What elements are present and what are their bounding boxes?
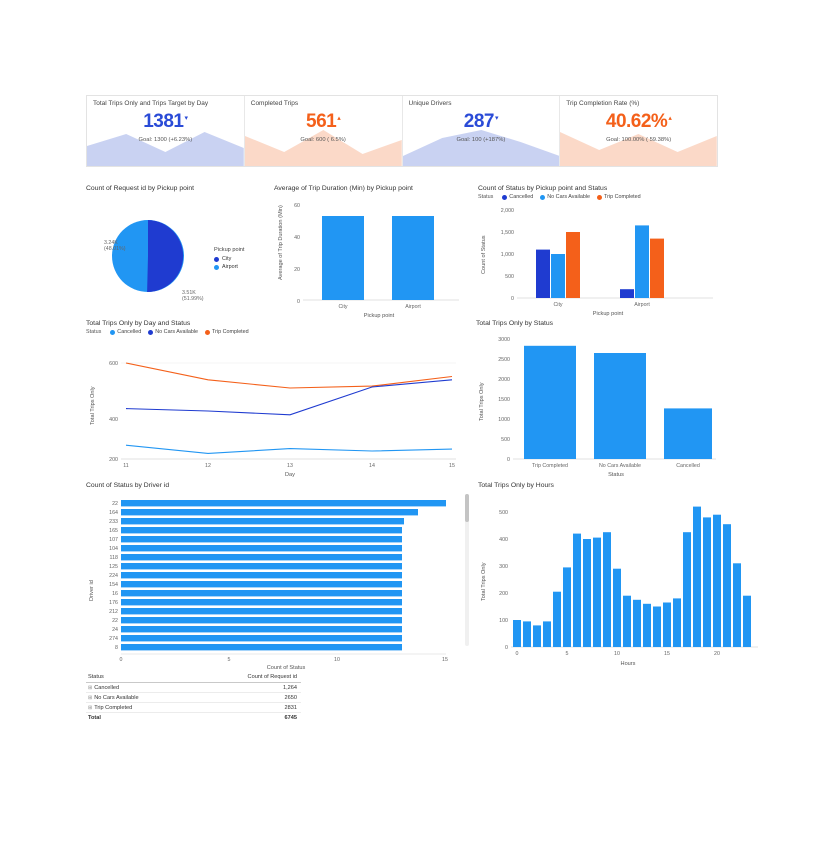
- svg-text:107: 107: [109, 537, 118, 543]
- bar-hour-20: [713, 515, 721, 647]
- svg-text:0: 0: [511, 296, 514, 302]
- hbar-row: [121, 626, 402, 632]
- svg-text:13: 13: [287, 463, 293, 469]
- bar-hour-11: [623, 596, 631, 647]
- hbar-row: [121, 527, 402, 533]
- col-status[interactable]: Status: [86, 672, 200, 683]
- bar-hour-1: [523, 621, 531, 647]
- hbar-svg: [86, 491, 476, 669]
- legend-item-cancelled[interactable]: Cancelled: [502, 194, 533, 200]
- legend-title: Pickup point: [214, 247, 245, 253]
- kpi-value: 561▴: [306, 111, 341, 133]
- svg-text:2000: 2000: [498, 377, 510, 383]
- scrollbar-thumb[interactable]: [465, 494, 469, 522]
- svg-text:1000: 1000: [498, 417, 510, 423]
- bar-hour-14: [653, 607, 661, 648]
- bar-svg: [476, 329, 721, 477]
- bar-hour-0: [513, 620, 521, 647]
- x-axis-title: Status: [608, 472, 624, 477]
- x-axis-title: Hours: [620, 661, 636, 667]
- svg-text:City: City: [338, 304, 348, 310]
- svg-text:154: 154: [109, 582, 118, 588]
- svg-text:0: 0: [297, 299, 300, 305]
- chart-line-trips-by-day-status[interactable]: [86, 320, 466, 480]
- bar-hour-16: [673, 598, 681, 647]
- chart-title: Average of Trip Duration (Min) by Pickup point: [274, 185, 413, 192]
- chart-bar-trips-by-hours[interactable]: [478, 482, 763, 672]
- svg-text:Cancelled: Cancelled: [676, 463, 700, 469]
- svg-text:104: 104: [109, 546, 118, 552]
- y-axis-title: Driver id: [89, 580, 95, 601]
- svg-text:40: 40: [294, 235, 300, 241]
- svg-text:5: 5: [227, 657, 231, 663]
- y-axis-title: Total Trips Only: [90, 386, 96, 425]
- bar-airport-cancelled: [620, 289, 634, 298]
- bar-airport: [392, 216, 434, 300]
- kpi-goal: Goal: 600 ( 6.5%): [300, 137, 346, 144]
- bar-hour-3: [543, 621, 551, 647]
- kpi-goal: Goal: 100 (+187%): [456, 137, 506, 144]
- bar-hour-17: [683, 532, 691, 647]
- hbar-row: [121, 500, 446, 506]
- svg-text:10: 10: [334, 657, 340, 663]
- svg-text:22: 22: [112, 501, 118, 507]
- kpi-value: 40.62%▴: [605, 111, 672, 133]
- bar-hour-13: [643, 604, 651, 647]
- table-row[interactable]: [86, 693, 301, 703]
- kpi-goal: Goal: 100.00% ( 59.38%): [606, 137, 672, 144]
- bar-hour-18: [693, 507, 701, 647]
- hbar-row: [121, 518, 404, 524]
- svg-text:5: 5: [565, 651, 569, 657]
- line-cancelled: [126, 445, 452, 453]
- svg-text:100: 100: [499, 618, 508, 624]
- kpi-title: Completed Trips: [250, 100, 299, 107]
- svg-text:Airport: Airport: [634, 302, 650, 308]
- bar-svg: [274, 194, 464, 319]
- chart-pie-request-by-pickup[interactable]: [86, 185, 266, 315]
- svg-text:24: 24: [112, 627, 118, 633]
- kpi-value: 1381▾: [143, 111, 188, 133]
- svg-text:212: 212: [109, 609, 118, 615]
- kpi-trend-arrow: ▴: [337, 114, 341, 122]
- svg-text:233: 233: [109, 519, 118, 525]
- hbar-row: [121, 536, 402, 542]
- legend-swatch-icon: [110, 330, 115, 335]
- kpi-card-total-trips[interactable]: [87, 96, 245, 166]
- hbar-row: [121, 608, 402, 614]
- legend-swatch-icon: [597, 195, 602, 200]
- svg-text:0: 0: [515, 651, 519, 657]
- kpi-trend-arrow: ▴: [668, 114, 672, 122]
- svg-text:2,000: 2,000: [500, 208, 514, 214]
- svg-text:15: 15: [664, 651, 670, 657]
- chart-bar-avg-duration[interactable]: [274, 185, 464, 320]
- status-table: [86, 672, 301, 722]
- pie-label-city: 3.51K: [182, 290, 196, 296]
- hbar-row: [121, 644, 402, 650]
- table-total-row: [86, 713, 301, 723]
- bar-hour-22: [733, 563, 741, 647]
- expand-icon[interactable]: ⊞: [88, 694, 93, 701]
- legend-swatch-icon: [214, 257, 219, 262]
- svg-text:12: 12: [205, 463, 211, 469]
- bar-city: [322, 216, 364, 300]
- y-axis-title: Total Trips Only: [479, 382, 485, 421]
- svg-text:(48.01%): (48.01%): [104, 246, 126, 252]
- legend-label: Airport: [222, 264, 238, 270]
- legend-swatch-icon: [540, 195, 545, 200]
- svg-text:118: 118: [109, 555, 118, 561]
- kpi-trend-arrow: ▾: [494, 114, 498, 122]
- x-axis-title: Pickup point: [592, 311, 624, 317]
- kpi-title: Unique Drivers: [408, 100, 452, 107]
- bar-no-cars-available: [594, 353, 646, 459]
- legend-label: City: [222, 256, 232, 262]
- cell-status: ⊞ Trip Completed: [86, 703, 200, 713]
- bar-hour-23: [743, 596, 751, 647]
- svg-text:0: 0: [505, 645, 508, 651]
- bar-hour-8: [593, 538, 601, 647]
- svg-text:165: 165: [109, 528, 118, 534]
- x-axis-title: Pickup point: [363, 313, 395, 319]
- legend-item-airport[interactable]: [214, 264, 244, 270]
- svg-text:City: City: [553, 302, 563, 308]
- legend-swatch-icon: [214, 265, 219, 270]
- legend-item-no-cars[interactable]: No Cars Available: [540, 194, 590, 200]
- chart-scrollbar[interactable]: [465, 494, 469, 646]
- bar-hour-5: [563, 567, 571, 647]
- svg-text:Trip Completed: Trip Completed: [531, 463, 569, 469]
- chart-title: Count of Status by Driver id: [86, 482, 170, 489]
- table-row[interactable]: [86, 683, 301, 693]
- cell-total-label: Total: [86, 713, 200, 723]
- legend-title: Status: [86, 329, 102, 335]
- cell-total-value: 6745: [200, 713, 301, 723]
- svg-text:0: 0: [507, 457, 510, 463]
- svg-text:200: 200: [499, 591, 508, 597]
- svg-text:16: 16: [112, 591, 118, 597]
- svg-text:164: 164: [109, 510, 118, 516]
- svg-text:1,000: 1,000: [500, 252, 514, 258]
- svg-text:176: 176: [109, 600, 118, 606]
- hbar-row: [121, 590, 402, 596]
- svg-text:14: 14: [369, 463, 375, 469]
- legend-title: Status: [478, 194, 494, 200]
- kpi-trend-arrow: ▾: [184, 114, 188, 122]
- bar-city-cancelled: [536, 250, 550, 298]
- expand-icon[interactable]: ⊞: [88, 684, 93, 691]
- svg-text:500: 500: [501, 437, 510, 443]
- bar-hour-9: [603, 532, 611, 647]
- svg-text:20: 20: [714, 651, 720, 657]
- hbar-row: [121, 599, 402, 605]
- bar-hour-15: [663, 603, 671, 648]
- kpi-goal: Goal: 1300 (+6.23%): [138, 137, 193, 144]
- expand-icon[interactable]: ⊞: [88, 704, 93, 711]
- kpi-card-unique-drivers[interactable]: [403, 96, 561, 166]
- cell-count: 2831: [200, 703, 301, 713]
- legend-swatch-icon: [205, 330, 210, 335]
- y-axis-title: Count of Status: [481, 235, 487, 274]
- bar-hour-2: [533, 625, 541, 647]
- svg-text:0: 0: [119, 657, 123, 663]
- chart-title: Count of Request id by Pickup point: [86, 185, 195, 192]
- legend-swatch-icon: [148, 330, 153, 335]
- bar-city-nocars: [551, 254, 565, 298]
- kpi-card-completion-rate[interactable]: [560, 96, 717, 166]
- legend-item-completed[interactable]: Trip Completed: [205, 329, 249, 335]
- bar-airport-nocars: [635, 225, 649, 298]
- svg-text:(51.99%): (51.99%): [182, 296, 204, 302]
- kpi-title: Total Trips Only and Trips Target by Day: [93, 100, 209, 107]
- svg-text:11: 11: [123, 463, 129, 469]
- hbar-row: [121, 635, 402, 641]
- pie-legend: [214, 247, 244, 270]
- table-header-row: [86, 672, 301, 683]
- svg-text:224: 224: [109, 573, 118, 579]
- svg-text:500: 500: [505, 274, 514, 280]
- bar-cancelled: [664, 408, 712, 459]
- bar-city-completed: [566, 232, 580, 298]
- svg-text:200: 200: [109, 457, 118, 463]
- col-count[interactable]: Count of Request id: [200, 672, 301, 683]
- legend-item-city[interactable]: [214, 256, 244, 262]
- svg-text:15: 15: [442, 657, 448, 663]
- legend-item-no-cars[interactable]: No Cars Available: [148, 329, 198, 335]
- legend: [86, 329, 466, 335]
- svg-text:1,500: 1,500: [500, 230, 514, 236]
- chart-bar-trips-by-status[interactable]: [476, 320, 721, 480]
- chart-hbar-status-by-driver[interactable]: [86, 482, 476, 672]
- chart-title: Total Trips Only by Hours: [478, 482, 554, 489]
- line-no-cars-available: [126, 380, 452, 415]
- svg-text:2500: 2500: [498, 357, 510, 363]
- x-axis-title: Day: [285, 472, 295, 477]
- hbar-row: [121, 581, 402, 587]
- line-svg: [86, 337, 466, 477]
- legend-swatch-icon: [502, 195, 507, 200]
- svg-text:400: 400: [109, 417, 118, 423]
- cell-status: ⊞ No Cars Available: [86, 693, 200, 703]
- hbar-row: [121, 509, 418, 515]
- cell-count: 1,264: [200, 683, 301, 693]
- table-status-counts[interactable]: [86, 672, 301, 722]
- bar-hour-19: [703, 517, 711, 647]
- svg-text:500: 500: [499, 510, 508, 516]
- kpi-row: [86, 95, 718, 167]
- svg-text:125: 125: [109, 564, 118, 570]
- legend-item-cancelled[interactable]: Cancelled: [110, 329, 141, 335]
- hbar-row: [121, 554, 402, 560]
- svg-text:15: 15: [449, 463, 455, 469]
- legend-item-completed[interactable]: Trip Completed: [597, 194, 641, 200]
- svg-text:1500: 1500: [498, 397, 510, 403]
- x-axis-title: Count of Status: [266, 665, 306, 669]
- bar-airport-completed: [650, 239, 664, 298]
- bar-hour-12: [633, 600, 641, 647]
- svg-text:No Cars Available: No Cars Available: [598, 463, 642, 469]
- svg-text:300: 300: [499, 564, 508, 570]
- kpi-value: 287▾: [463, 111, 498, 133]
- hbar-row: [121, 563, 402, 569]
- hbar-row: [121, 572, 402, 578]
- bar-svg: [478, 202, 718, 317]
- svg-text:600: 600: [109, 361, 118, 367]
- hbar-row: [121, 617, 402, 623]
- chart-title: Count of Status by Pickup point and Status: [478, 185, 608, 192]
- svg-text:22: 22: [112, 618, 118, 624]
- svg-text:10: 10: [614, 651, 620, 657]
- y-axis-title: Total Trips Only: [481, 562, 487, 601]
- bar-svg: [478, 491, 763, 669]
- svg-text:274: 274: [109, 636, 118, 642]
- legend: [478, 194, 718, 200]
- bar-hour-10: [613, 569, 621, 647]
- bar-hour-6: [573, 534, 581, 647]
- cell-status: ⊞ Cancelled: [86, 683, 200, 693]
- chart-title: Total Trips Only by Day and Status: [86, 320, 191, 327]
- bar-hour-4: [553, 592, 561, 647]
- kpi-card-completed-trips[interactable]: [245, 96, 403, 166]
- bar-hour-21: [723, 524, 731, 647]
- cell-count: 2650: [200, 693, 301, 703]
- chart-bar-status-by-pickup[interactable]: [478, 185, 718, 320]
- hbar-row: [121, 545, 402, 551]
- svg-text:Airport: Airport: [405, 304, 421, 310]
- kpi-title: Trip Completion Rate (%): [566, 100, 640, 107]
- svg-text:60: 60: [294, 203, 300, 209]
- chart-title: Total Trips Only by Status: [476, 320, 554, 327]
- pie-label-airport: 3.24K: [104, 240, 118, 246]
- svg-text:20: 20: [294, 267, 300, 273]
- y-axis-title: Average of Trip Duration (Min): [278, 205, 284, 280]
- svg-text:8: 8: [115, 645, 118, 651]
- bar-trip-completed: [524, 346, 576, 459]
- table-row[interactable]: [86, 703, 301, 713]
- svg-text:400: 400: [499, 537, 508, 543]
- bar-hour-7: [583, 539, 591, 647]
- svg-text:3000: 3000: [498, 337, 510, 343]
